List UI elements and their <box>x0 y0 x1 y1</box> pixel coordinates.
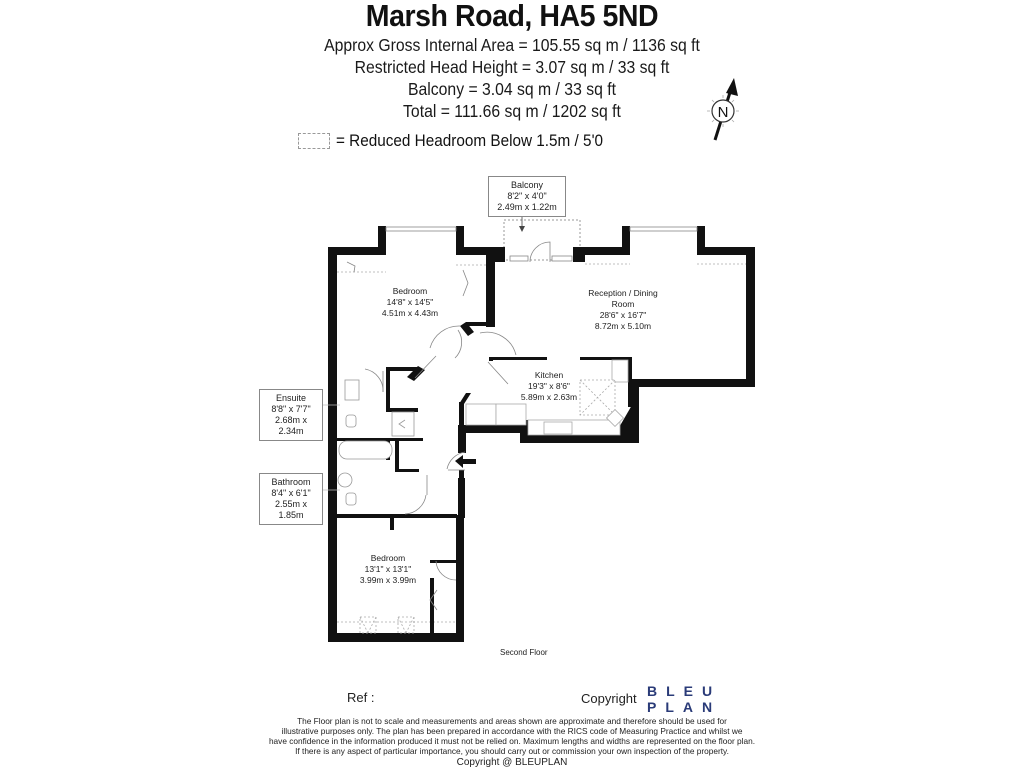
svg-text:N: N <box>717 104 729 121</box>
legend-text: = Reduced Headroom Below 1.5m / 5'0 <box>336 131 604 150</box>
entrance-arrow-icon <box>455 455 476 468</box>
fixtures <box>338 380 414 505</box>
balcony-outline <box>504 216 580 262</box>
balcony-label <box>488 176 566 217</box>
gross-internal-area: Approx Gross Internal Area = 105.55 sq m / 1136 sq ft <box>324 35 700 55</box>
copyright-label: Copyright <box>581 691 637 706</box>
room-name: Bedroom <box>392 286 428 296</box>
room-name: Ensuite <box>275 393 307 403</box>
bathroom-label <box>259 473 323 525</box>
room-name: Reception / Dining <box>588 288 658 298</box>
room-imperial: 8'8" x 7'7" <box>271 404 311 414</box>
room-metric: 5.89m x 2.63m <box>520 392 578 402</box>
restricted-head-height: Restricted Head Height = 3.07 sq m / 33 sq ft <box>354 57 670 77</box>
room-imperial: 13'1" x 13'1" <box>364 564 412 574</box>
room-imperial: 14'8" x 14'5" <box>386 297 434 307</box>
disclaimer-line: illustrative purposes only. The plan has been prepared in accordance with the RICS code of Measuring Practice and whilst we <box>281 726 743 736</box>
internal-walls <box>337 322 632 634</box>
reception-label <box>588 288 657 332</box>
room-name: Bedroom <box>370 553 406 563</box>
disclaimer-line: have confidence in the information produced it must not be relied on. Maximum lengths and widths are represented on the floor plan. <box>268 736 756 746</box>
room-metric: 2.49m x 1.22m <box>497 202 557 212</box>
room-imperial: 28'6" x 16'7" <box>599 310 647 320</box>
page-title: Marsh Road, HA5 5ND <box>365 0 659 33</box>
bedroom1-label <box>382 286 438 319</box>
disclaimer-line: The Floor plan is not to scale and measurements and areas shown are approximate and therefore should be used for <box>297 716 727 726</box>
disclaimer-line: If there is any aspect of particular importance, you should carry out or commission your own inspection of the property. <box>295 746 729 756</box>
bedroom2-label <box>360 553 416 586</box>
room-name: Balcony <box>510 180 544 190</box>
balcony-area: Balcony = 3.04 sq m / 33 sq ft <box>408 79 616 99</box>
room-name-line2: Room <box>611 299 635 309</box>
kitchen-label <box>521 370 577 403</box>
total-area: Total = 111.66 sq m / 1202 sq ft <box>403 101 621 121</box>
disclaimer <box>0 716 1024 769</box>
north-arrow-icon <box>707 78 739 140</box>
ref-label: Ref : <box>347 690 375 705</box>
room-metric: 2.68m x 2.34m <box>274 415 307 436</box>
room-imperial: 8'2" x 4'0" <box>507 191 547 201</box>
room-imperial: 8'4" x 6'1" <box>271 488 311 498</box>
brand-line2: PLAN <box>647 699 722 715</box>
brand-line1: BLEU <box>647 683 722 699</box>
room-imperial: 19'3" x 8'6" <box>528 381 570 391</box>
room-metric: 3.99m x 3.99m <box>359 575 417 585</box>
room-metric: 4.51m x 4.43m <box>381 308 439 318</box>
bleuplan-logo <box>647 683 721 715</box>
room-name: Bathroom <box>271 477 311 487</box>
room-name: Kitchen <box>534 370 564 380</box>
ensuite-label <box>259 389 323 441</box>
floor-name: Second Floor <box>500 648 548 657</box>
room-metric: 2.55m x 1.85m <box>274 499 307 520</box>
copyright-line: Copyright @ BLEUPLAN <box>456 757 568 768</box>
room-metric: 8.72m x 5.10m <box>594 321 652 331</box>
